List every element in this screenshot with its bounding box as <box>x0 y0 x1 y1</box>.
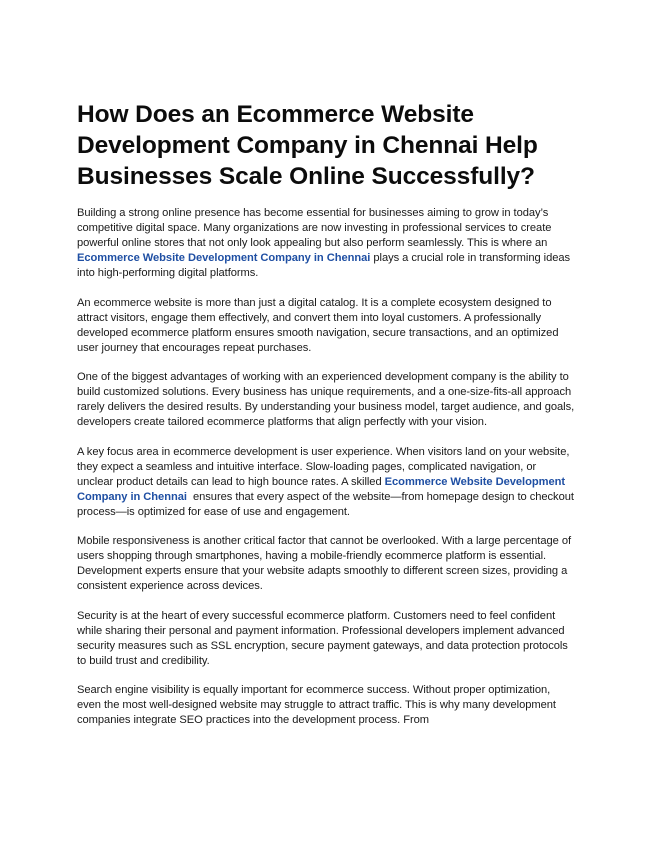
paragraph-user-experience <box>77 445 575 520</box>
paragraph-ecosystem: An ecommerce website is more than just a digital catalog. It is a complete ecosystem designed to attract visitors, engage them effectively, and convert them into loyal customers. A professionally developed ecommerce platform ensures smooth navigation, secure transactions, and an optimized user journey that encourages repeat purchases. <box>77 296 559 354</box>
paragraph-intro <box>77 206 575 281</box>
page-title: How Does an Ecommerce Website Development Company in Chennai Help Businesses Scale Online Successfully? <box>77 101 538 190</box>
paragraph-customization: One of the biggest advantages of working with an experienced development company is the ability to build customized solutions. Every business has unique requirements, and a one-size-fits-all approach rarely delivers the desired results. By understanding your business model, target audience, and goals, developers create tailored ecommerce platforms that align perfectly with your vision. <box>77 371 575 428</box>
paragraph-security: Security is at the heart of every successful ecommerce platform. Customers need to feel confident while sharing their personal and payment information. Professional developers implement advanced security measures such as SSL encryption, secure payment gateways, and data protection protocols to build trust and credibility. <box>77 609 568 667</box>
ecommerce-company-link[interactable]: Ecommerce Website Development Company in Chennai <box>77 252 371 264</box>
ecommerce-company-link[interactable]: Ecommerce Website Development Company in Chennai <box>77 475 566 503</box>
paragraph-text: ensures that every aspect of the website—from homepage design to checkout process—is optimized for ease of use and engagement. <box>77 490 577 518</box>
paragraph-text: Building a strong online presence has become essential for businesses aiming to grow in today’s competitive digital space. Many organizations are now investing in professional services to create powerful online stores that not only look appealing but also perform seamlessly. This is where an <box>77 207 552 249</box>
paragraph-text: A key focus area in ecommerce development is user experience. When visitors land on your website, they expect a seamless and intuitive interface. Slow-loading pages, complicated navigation, or unclear product details can lead to high bounce rates. A skilled <box>77 445 570 488</box>
document-page <box>77 99 575 743</box>
paragraph-text: plays a crucial role in transforming ideas into high-performing digital platforms. <box>77 252 571 279</box>
paragraph-seo: Search engine visibility is equally important for ecommerce success. Without proper optimization, even the most well-designed website may struggle to attract traffic. This is why many development companies integrate SEO practices into the development process. From <box>77 684 556 726</box>
paragraph-mobile: Mobile responsiveness is another critical factor that cannot be overlooked. With a large percentage of users shopping through smartphones, having a mobile-friendly ecommerce platform is essential. Development experts ensure that your website adapts smoothly to different screen sizes, providing a consistent experience across devices. <box>77 535 572 592</box>
